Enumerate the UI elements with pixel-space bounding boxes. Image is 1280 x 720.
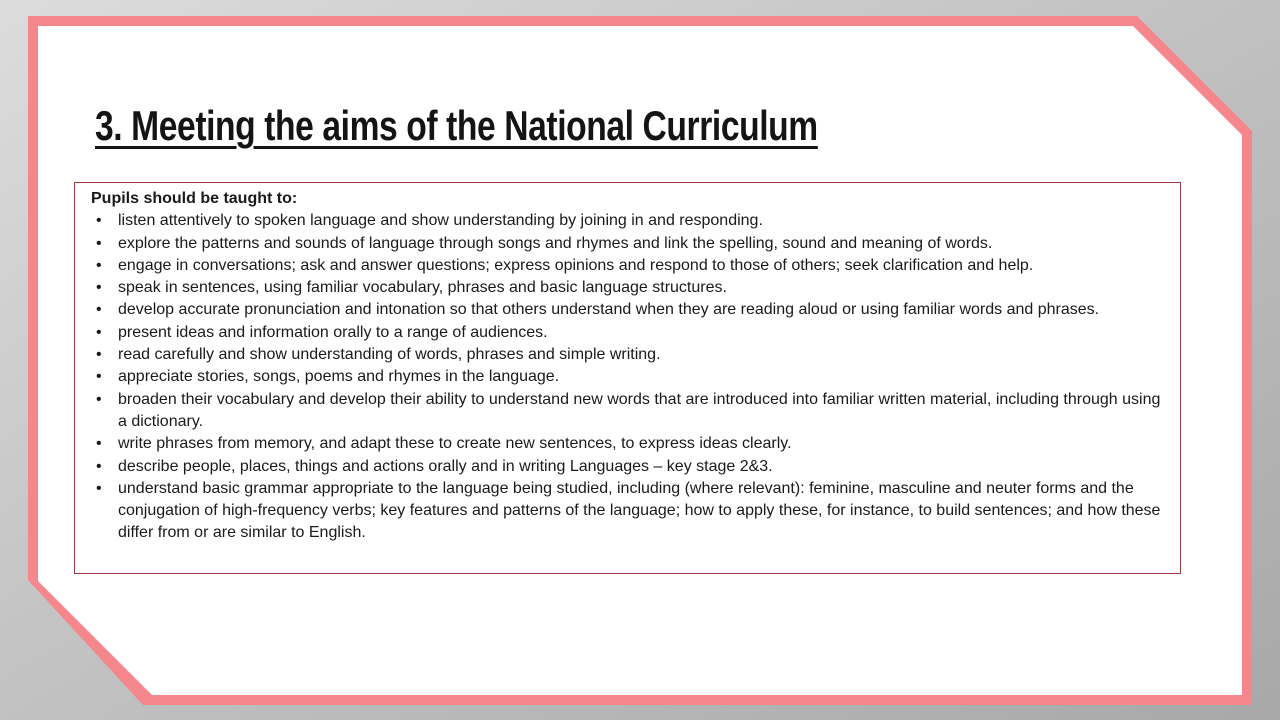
content-box-heading: Pupils should be taught to: [91,190,298,207]
list-item: • appreciate stories, songs, poems and rhymes in the language. [91,366,1168,388]
list-item: • broaden their vocabulary and develop their ability to understand new words that are introduced into familiar written material, including through using a dictionary. [91,389,1168,434]
list-item: • present ideas and information orally to a range of audiences. [91,322,1168,344]
list-item: • read carefully and show understanding of words, phrases and simple writing. [91,344,1168,366]
list-item: • engage in conversations; ask and answer questions; express opinions and respond to those of others; seek clarification and help. [91,255,1168,277]
list-item: • understand basic grammar appropriate to the language being studied, including (where relevant): feminine, masculine and neuter forms and the conjugation of high-frequency verbs; key features and patterns of the language; how to apply these, for instance, to build sentences; and how these differ from or are similar to English. [91,478,1168,545]
bullet-list [91,210,1168,544]
list-item: • develop accurate pronunciation and intonation so that others understand when they are reading aloud or using familiar words and phrases. [91,299,1168,321]
list-item: • describe people, places, things and actions orally and in writing Languages – key stage 2&3. [91,456,1168,478]
list-item: • explore the patterns and sounds of language through songs and rhymes and link the spelling, sound and meaning of words. [91,233,1168,255]
list-item: • write phrases from memory, and adapt these to create new sentences, to express ideas clearly. [91,433,1168,455]
slide-title: 3. Meeting the aims of the National Curriculum [95,102,818,150]
content-box [74,182,1181,574]
list-item: • speak in sentences, using familiar vocabulary, phrases and basic language structures. [91,277,1168,299]
list-item: • listen attentively to spoken language and show understanding by joining in and responding. [91,210,1168,232]
